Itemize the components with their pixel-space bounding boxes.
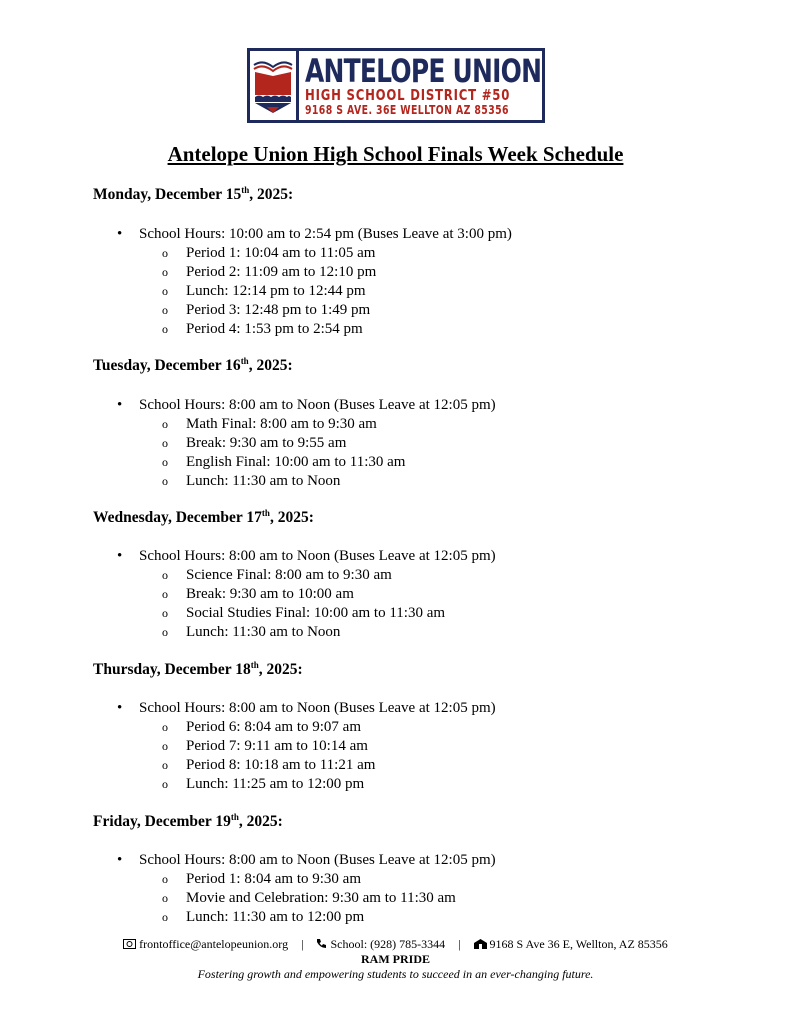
circle-bullet-icon: o — [162, 872, 168, 886]
phone-icon — [316, 937, 330, 951]
circle-bullet-icon: o — [162, 568, 168, 582]
list-item: o Lunch: 12:14 pm to 12:44 pm — [162, 283, 366, 299]
circle-bullet-icon: o — [162, 777, 168, 791]
circle-bullet-icon: o — [162, 910, 168, 924]
bullet-icon: • — [117, 700, 123, 716]
circle-bullet-icon: o — [162, 625, 168, 639]
circle-bullet-icon: o — [162, 739, 168, 753]
circle-bullet-icon: o — [162, 284, 168, 298]
logo-school-name: ANTELOPE UNION — [305, 51, 542, 90]
school-building-icon — [474, 937, 490, 951]
circle-bullet-icon: o — [162, 606, 168, 620]
contact-line — [0, 937, 791, 952]
day-heading-tuesday: Tuesday, December 16th, 2025: — [93, 356, 293, 374]
list-item: o Math Final: 8:00 am to 9:30 am — [162, 416, 377, 432]
list-item: o Period 2: 11:09 am to 12:10 pm — [162, 264, 377, 280]
circle-bullet-icon: o — [162, 322, 168, 336]
list-item: o Lunch: 11:30 am to Noon — [162, 624, 341, 640]
school-hours-tuesday: • School Hours: 8:00 am to Noon (Buses Leave at 12:05 pm) — [117, 397, 496, 413]
circle-bullet-icon: o — [162, 758, 168, 772]
day-heading-monday: Monday, December 15th, 2025: — [93, 185, 294, 203]
book-pencil-emblem-icon — [250, 51, 299, 120]
list-item: o Period 4: 1:53 pm to 2:54 pm — [162, 321, 363, 337]
list-item: o Period 1: 8:04 am to 9:30 am — [162, 871, 361, 887]
list-item: o Lunch: 11:30 am to Noon — [162, 473, 341, 489]
bullet-icon: • — [117, 548, 123, 564]
email-icon — [123, 937, 139, 951]
bullet-icon: • — [117, 226, 123, 242]
circle-bullet-icon: o — [162, 417, 168, 431]
list-item: o Period 3: 12:48 pm to 1:49 pm — [162, 302, 371, 318]
footer-phone: School: (928) 785-3344 — [330, 937, 446, 951]
district-logo — [247, 48, 545, 123]
circle-bullet-icon: o — [162, 246, 168, 260]
list-item: o Period 7: 9:11 am to 10:14 am — [162, 738, 368, 754]
logo-address: 9168 S AVE. 36E WELLTON AZ 85356 — [305, 102, 509, 117]
footer-motto: RAM PRIDE — [361, 952, 430, 966]
day-heading-friday: Friday, December 19th, 2025: — [93, 812, 283, 830]
list-item: o Break: 9:30 am to 10:00 am — [162, 586, 354, 602]
list-item: o Lunch: 11:30 am to 12:00 pm — [162, 909, 365, 925]
page-title: Antelope Union High School Finals Week Schedule — [167, 142, 624, 166]
list-item: o Break: 9:30 am to 9:55 am — [162, 435, 347, 451]
circle-bullet-icon: o — [162, 587, 168, 601]
school-hours-friday: • School Hours: 8:00 am to Noon (Buses Leave at 12:05 pm) — [117, 852, 496, 868]
footer-address: 9168 S Ave 36 E, Wellton, AZ 85356 — [489, 937, 668, 951]
footer-email[interactable]: frontoffice@antelopeunion.org — [139, 937, 289, 951]
list-item: o Period 8: 10:18 am to 11:21 am — [162, 757, 376, 773]
list-item: o Lunch: 11:25 am to 12:00 pm — [162, 776, 365, 792]
separator: | — [301, 937, 304, 951]
list-item: o Science Final: 8:00 am to 9:30 am — [162, 567, 392, 583]
list-item: o Social Studies Final: 10:00 am to 11:30 am — [162, 605, 446, 621]
list-item: o Movie and Celebration: 9:30 am to 11:30 am — [162, 890, 456, 906]
circle-bullet-icon: o — [162, 891, 168, 905]
circle-bullet-icon: o — [162, 436, 168, 450]
school-hours-thursday: • School Hours: 8:00 am to Noon (Buses Leave at 12:05 pm) — [117, 700, 496, 716]
list-item: o Period 1: 10:04 am to 11:05 am — [162, 245, 376, 261]
logo-district: HIGH SCHOOL DISTRICT #50 — [305, 85, 511, 104]
page-footer — [0, 937, 791, 982]
separator: | — [458, 937, 461, 951]
list-item: o Period 6: 8:04 am to 9:07 am — [162, 719, 361, 735]
bullet-icon: • — [117, 852, 123, 868]
day-heading-thursday: Thursday, December 18th, 2025: — [93, 660, 303, 678]
circle-bullet-icon: o — [162, 265, 168, 279]
day-heading-wednesday: Wednesday, December 17th, 2025: — [93, 508, 314, 526]
circle-bullet-icon: o — [162, 720, 168, 734]
school-hours-wednesday: • School Hours: 8:00 am to Noon (Buses Leave at 12:05 pm) — [117, 548, 496, 564]
bullet-icon: • — [117, 397, 123, 413]
circle-bullet-icon: o — [162, 303, 168, 317]
circle-bullet-icon: o — [162, 474, 168, 488]
school-hours-monday: • School Hours: 10:00 am to 2:54 pm (Buses Leave at 3:00 pm) — [117, 226, 512, 242]
circle-bullet-icon: o — [162, 455, 168, 469]
list-item: o English Final: 10:00 am to 11:30 am — [162, 454, 406, 470]
footer-tagline: Fostering growth and empowering students to succeed in an ever-changing future. — [197, 967, 594, 981]
